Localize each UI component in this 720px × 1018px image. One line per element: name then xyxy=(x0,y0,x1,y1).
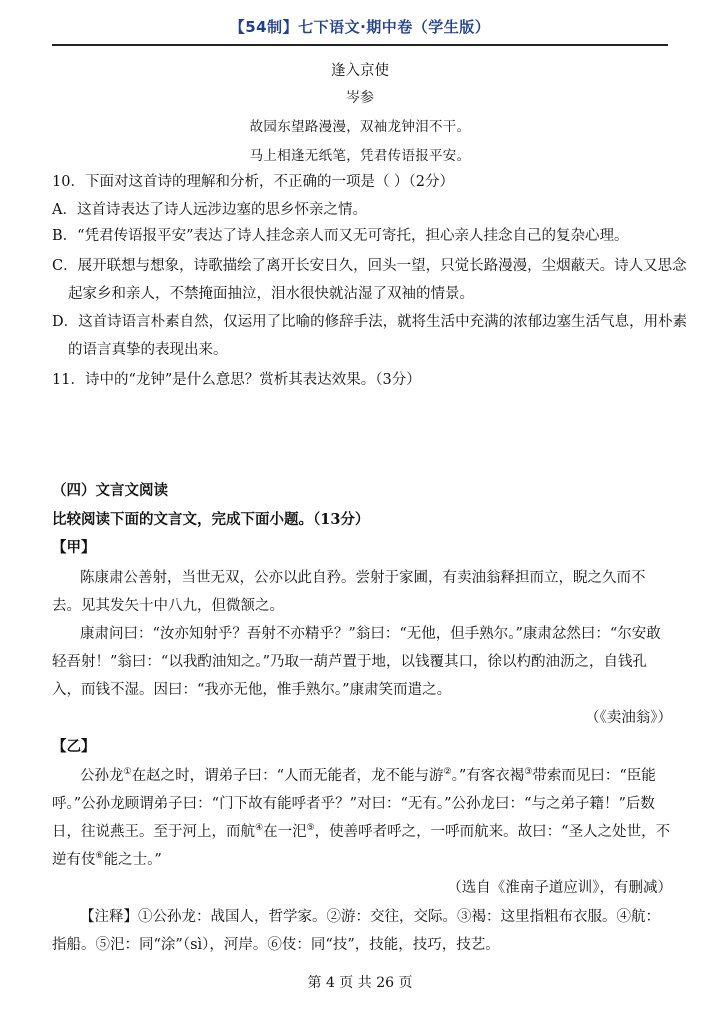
passage-yi-text: ，使善呼者呼之，一呼而航来。故曰：“圣人之处世，不逆有伎 xyxy=(52,824,671,868)
passage-jia-label: 【甲】 xyxy=(52,539,96,556)
section-heading: （四）文言文阅读 xyxy=(52,482,168,499)
page-header-title: 【54制】七下语文·期中卷（学生版） xyxy=(229,18,491,36)
footnote-marker: ⑤ xyxy=(306,823,315,834)
passage-yi-text: 带索而见曰：“臣能呼。”公孙龙顾谓弟子曰：“门下故有能呼者乎？”对曰：“无有。”公孙龙曰：“与之弟子籍！”后数日，往说燕王。至于河上，而航 xyxy=(52,768,656,840)
passage-jia-paragraph-1: 陈康肃公善射，当世无双，公亦以此自矜。尝射于家圃，有卖油翁释担而立，睨之久而不去。见其发矢十中八九，但微颔之。 xyxy=(52,570,646,614)
passage-yi-paragraph xyxy=(52,762,672,874)
passage-yi-text: 在一汜 xyxy=(263,824,307,840)
footnote-marker: ③ xyxy=(524,767,533,778)
poem-line-1: 故园东望路漫漫，双袖龙钟泪不干。 xyxy=(249,119,471,135)
poem-author: 岑参 xyxy=(346,90,374,106)
footnote-marker: ① xyxy=(123,767,132,778)
passage-yi-text: 。”有客衣褐 xyxy=(451,768,525,784)
footnote-marker: ② xyxy=(443,767,452,778)
footnote-marker: ⑥ xyxy=(95,851,104,862)
page-footer: 第 4 页 共 26 页 xyxy=(307,975,413,991)
poem-title: 逢入京使 xyxy=(331,63,389,79)
header-divider xyxy=(52,44,668,46)
question-10-option-b: B．“凭君传语报平安”表达了诗人挂念亲人而又无可寄托，担心亲人挂念自己的复杂心理。 xyxy=(52,228,629,244)
question-10-option-c: C．展开联想与想象，诗歌描绘了离开长安日久，回头一望，只觉长路漫漫，尘烟蔽天。诗人又思念起家乡和亲人，不禁掩面抽泣，泪水很快就沾湿了双袖的情景。 xyxy=(52,258,687,302)
passage-yi-label: 【乙】 xyxy=(52,738,96,755)
question-10-option-a: A．这首诗表达了诗人远涉边塞的思乡怀亲之情。 xyxy=(52,202,367,218)
passage-yi-text: 能之士。” xyxy=(103,852,162,868)
poem-line-2: 马上相逢无纸笔，凭君传语报平安。 xyxy=(249,148,471,164)
passage-yi-source: （选自《淮南子道应训》，有删减） xyxy=(447,880,672,896)
question-11-stem: 11．诗中的“龙钟”是什么意思？赏析其表达效果。（3分） xyxy=(52,372,421,388)
question-10-option-d: D．这首诗语言朴素自然，仅运用了比喻的修辞手法，就将生活中充满的浓郁边塞生活气息，用朴素的语言真挚的表现出来。 xyxy=(52,314,688,358)
passage-yi-text: 公孙龙 xyxy=(80,768,124,784)
passage-yi-text: 在赵之时，谓弟子曰：“人而无能者，龙不能与游 xyxy=(131,768,444,784)
question-10-stem: 10．下面对这首诗的理解和分析，不正确的一项是（ ）（2分） xyxy=(52,174,455,190)
passage-jia-source: （《卖油翁》） xyxy=(585,710,672,726)
footnote-marker: ④ xyxy=(255,823,264,834)
section-instruction: 比较阅读下面的文言文，完成下面小题。（13分） xyxy=(52,511,370,528)
annotation-notes: 【注释】①公孙龙：战国人，哲学家。②游：交往，交际。③褐：这里指粗布衣服。④航：指船。⑤汜：同“涂”（sì），河岸。⑥伎：同“技”，技能，技巧，技艺。 xyxy=(52,909,660,953)
passage-jia-paragraph-2: 康肃问曰：“汝亦知射乎？吾射不亦精乎？”翁曰：“无他，但手熟尔。”康肃忿然曰：“尔安敢轻吾射！”翁曰：“以我酌油知之。”乃取一葫芦置于地，以钱覆其口，徐以杓酌油沥之，自钱孔入，而钱不湿。因曰：“我亦无他，惟手熟尔。”康肃笑而遣之。 xyxy=(52,626,661,698)
